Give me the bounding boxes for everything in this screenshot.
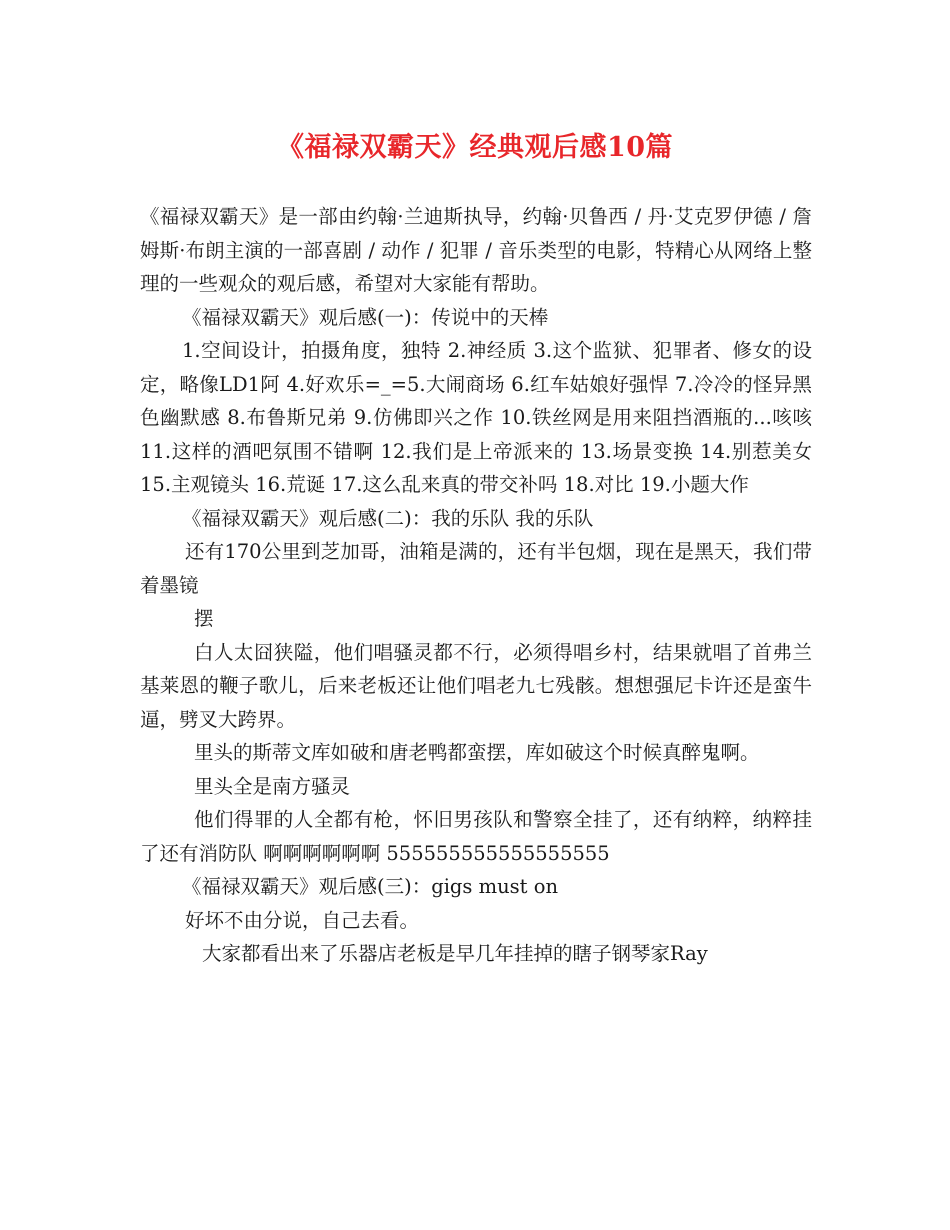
paragraph: 大家都看出来了乐器店老板是早几年挂掉的瞎子钢琴家Ray: [202, 942, 708, 965]
paragraph: 还有170公里到芝加哥，油箱是满的，还有半包烟，现在是黑天，我们带着墨镜: [140, 540, 812, 597]
paragraph: 他们得罪的人全都有枪，怀旧男孩队和警察全挂了，还有纳粹，纳粹挂了还有消防队 啊啊啊啊啊啊 555555555555555555: [140, 808, 812, 865]
paragraph: 摆: [194, 607, 214, 630]
paragraph: 《福禄双霸天》观后感(二)：我的乐队 我的乐队: [182, 506, 594, 530]
paragraph: 《福禄双霸天》是一部由约翰·兰迪斯执导，约翰·贝鲁西 / 丹·艾克罗伊德 / 詹姆斯·布朗主演的一部喜剧 / 动作 / 犯罪 / 音乐类型的电影，特精心从网络上整理的一些观众的观后感，希望对大家能有帮助。: [140, 205, 812, 295]
document-body: [140, 200, 812, 971]
paragraph: 1.空间设计，拍摄角度，独特 2.神经质 3.这个监狱、犯罪者、修女的设定，略像LD1阿 4.好欢乐=_=5.大闹商场 6.红车姑娘好强悍 7.冷冷的怪异黑色幽默感 8.布鲁斯兄弟 9.仿佛即兴之作 10.铁丝网是用来阻挡酒瓶的...咳咳 11.这样的酒吧氛围不错啊 12.我们是上帝派来的 13.场景变换 14.别惹美女 15.主观镜头 16.荒诞 17.这么乱来真的带交补吗 18.对比 19.小题大作: [140, 339, 812, 496]
paragraph: 里头的斯蒂文库如破和唐老鸭都蛮摆，库如破这个时候真醉鬼啊。: [194, 741, 760, 764]
document-title: 《福禄双霸天》经典观后感10篇: [276, 132, 674, 163]
paragraph: 白人太囧狭隘，他们唱骚灵都不行，必须得唱乡村，结果就唱了首弗兰基莱恩的鞭子歌儿，后来老板还让他们唱老九七残骸。想想强尼卡许还是蛮牛逼，劈叉大跨界。: [140, 640, 812, 731]
paragraph: 里头全是南方骚灵: [194, 774, 351, 798]
paragraph: 《福禄双霸天》观后感(一)：传说中的天棒: [182, 305, 549, 329]
paragraph: 好坏不由分说，自己去看。: [185, 908, 420, 932]
paragraph: 《福禄双霸天》观后感(三)：gigs must on: [182, 875, 559, 898]
